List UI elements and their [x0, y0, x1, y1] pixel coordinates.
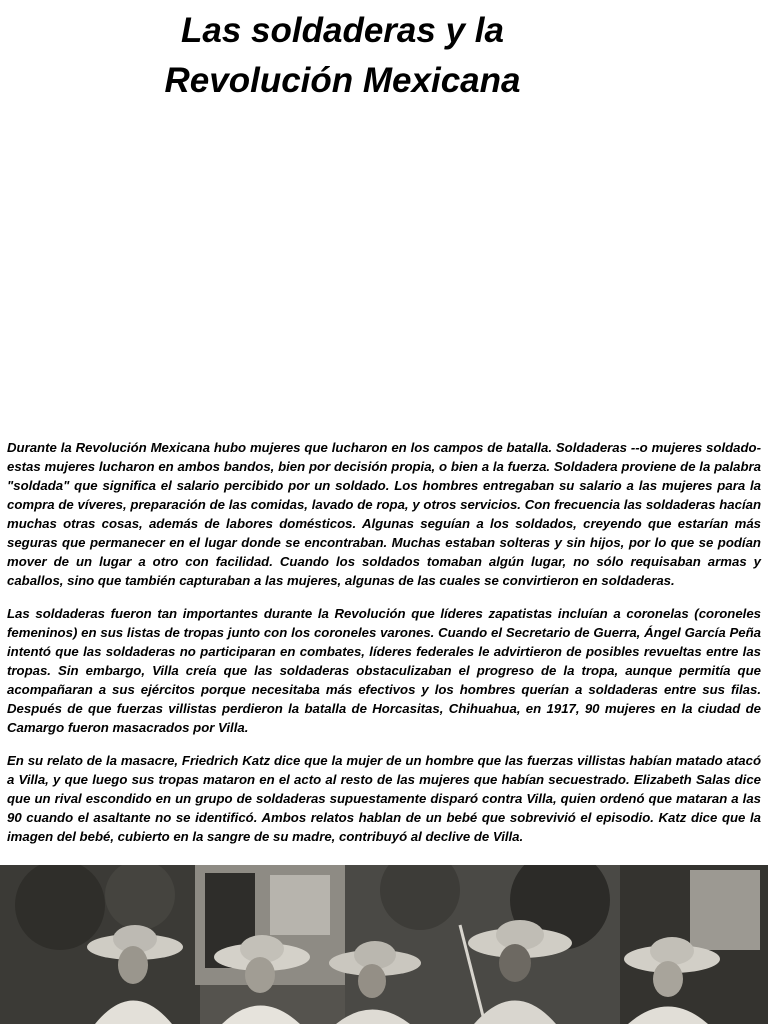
soldaderas-photo [0, 865, 768, 1024]
title-line-1: Las soldaderas y la [181, 11, 504, 50]
soldaderas-photo-drawing [0, 865, 768, 1024]
article-body [7, 438, 761, 860]
document-title [130, 6, 555, 106]
paragraph-2: Las soldaderas fueron tan importantes durante la Revolución que líderes zapatistas incluían a coronelas (coroneles femeninos) en sus listas de tropas junto con los coroneles varones. Cuando el Secretario de Guerra, Ángel García Peña intentó que las soldaderas no participaran en combates, líderes federales le advirtieron de posibles revueltas entre las tropas. Sin embargo, Villa creía que las soldaderas obstaculizaban el progreso de la tropa, aunque permitía que acompañaran a sus ejércitos porque necesitaba más efectivos y los hombres querían a soldaderas entre sus filas. Después de que fuerzas villistas perdieron la batalla de Horcasitas, Chihuahua, en 1917, 90 mujeres en la ciudad de Camargo fueron masacrados por Villa. [7, 606, 761, 735]
paragraph-3: En su relato de la masacre, Friedrich Katz dice que la mujer de un hombre que las fuerzas villistas habían matado atacó a Villa, y que luego sus tropas mataron en el acto al resto de las mujeres que habían secuestrado. Elizabeth Salas dice que un rival escondido en un grupo de soldaderas supuestamente disparó contra Villa, quien ordenó que mataran a las 90 cuando el asaltante no se identificó. Ambos relatos hablan de un bebé que sobrevivió el episodio. Katz dice que la imagen del bebé, cubierto en la sangre de su madre, contribuyó al declive de Villa. [7, 753, 761, 844]
title-line-2: Revolución Mexicana [164, 61, 521, 100]
paragraph-1: Durante la Revolución Mexicana hubo mujeres que lucharon en los campos de batalla. Soldaderas --o mujeres soldado- estas mujeres lucharon en ambos bandos, bien por decisión propia, o bien a la fuerza. Soldadera proviene de la palabra "soldada" que significa el salario percibido por un soldado. Los hombres entregaban su salario a las mujeres para la compra de víveres, preparación de las comidas, lavado de ropa, y otros servicios. Con frecuencia las soldaderas hacían muchas otras cosas, además de labores domésticos. Algunas seguían a los soldados, creyendo que estarían más seguras que permanecer en el lugar donde se encontraban. Muchas estaban solteras y sin hijos, por lo que se podían mover de un lugar a otro con facilidad. Cuando los soldados tomaban algún lugar, no sólo requisaban armas y caballos, sino que también capturaban a las mujeres, algunas de las cuales se convirtieron en soldaderas. [7, 440, 761, 588]
